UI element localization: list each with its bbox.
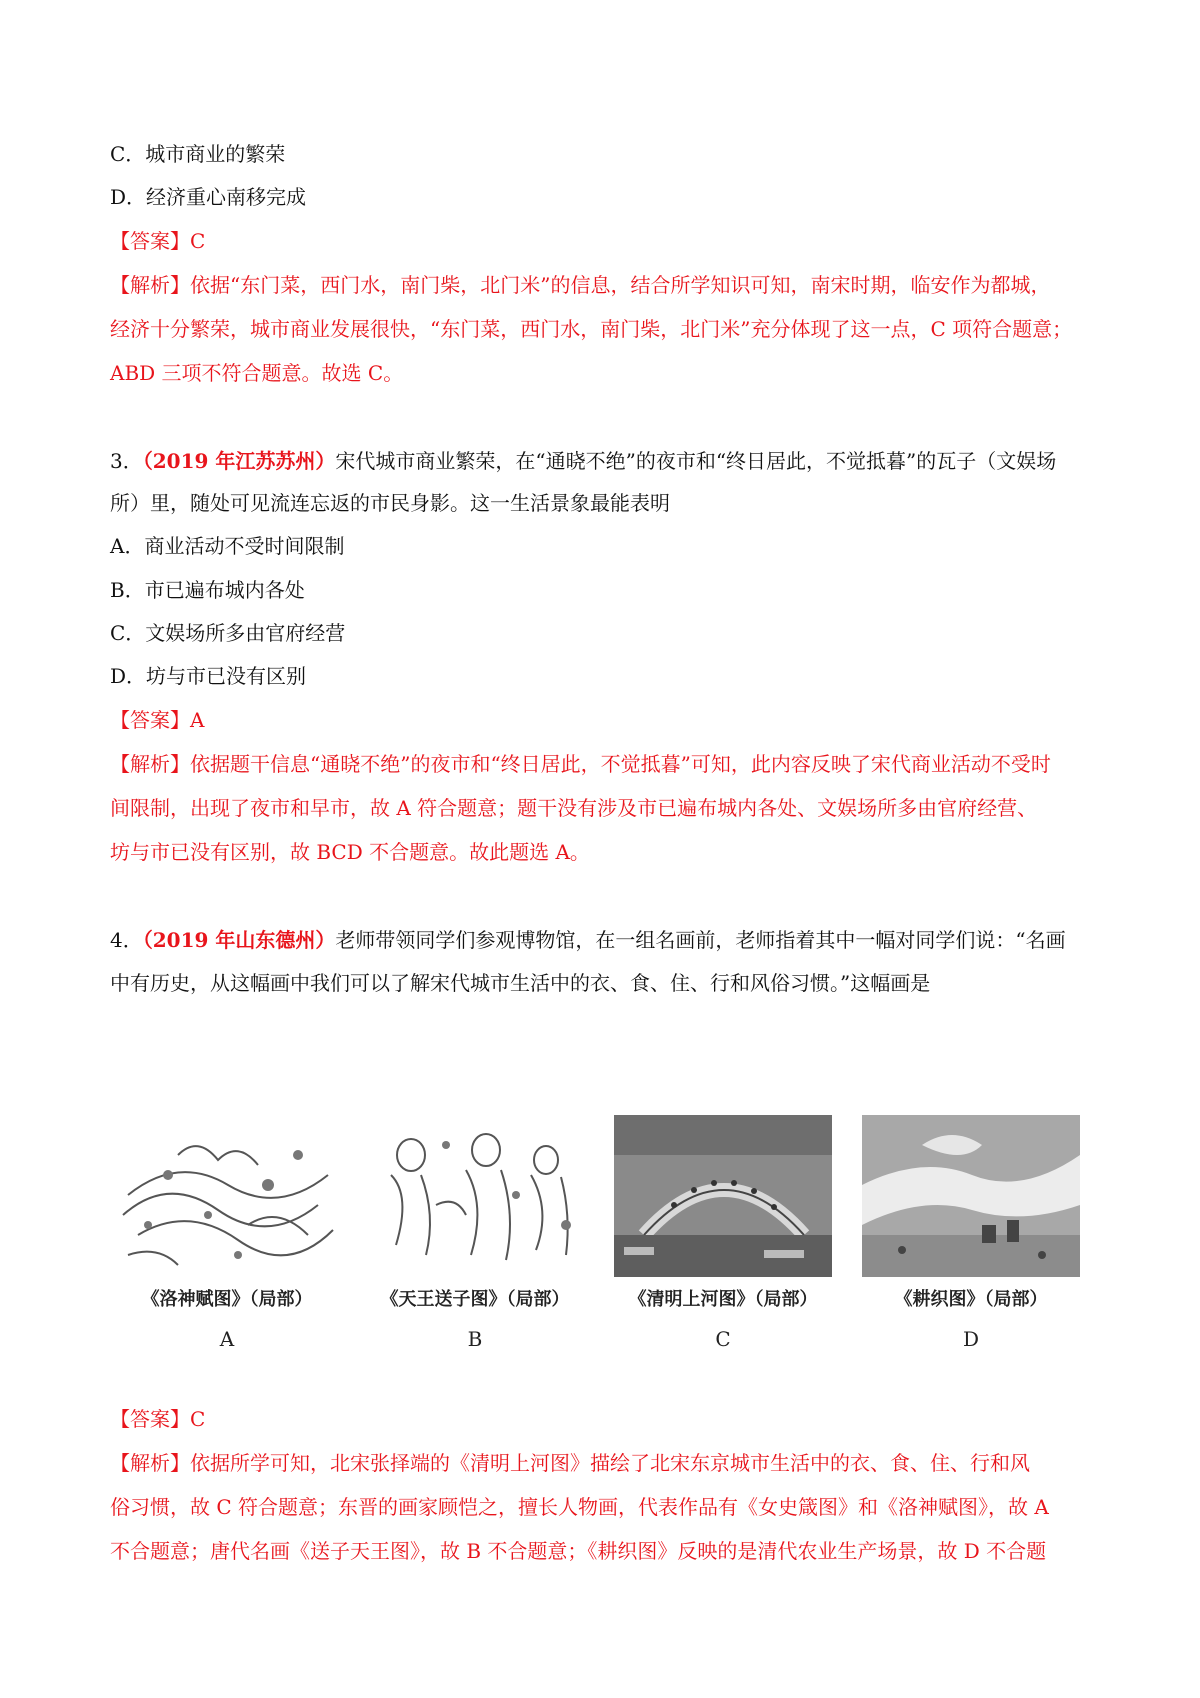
gengzhi-painting-image: [862, 1115, 1080, 1277]
q3-number: 3．: [110, 449, 143, 473]
painting-options: [118, 1115, 1098, 1365]
q3-stem-line-2: 所）里，随处可见流连忘返的市民身影。这一生活景象最能表明: [110, 491, 670, 515]
q2-analysis-line-2: 经济十分繁荣，城市商业发展很快，“东门菜，西门水，南门柴，北门米”充分体现了这一点，C 项符合题意；: [110, 317, 1073, 341]
q3-answer: 【答案】A: [110, 708, 205, 732]
painting-letter-b: B: [467, 1327, 483, 1351]
q4-analysis-line-1: 【解析】依据所学可知，北宋张择端的《清明上河图》描绘了北宋东京城市生活中的衣、食、住、行和风: [110, 1451, 1030, 1475]
luoshen-painting-image: [118, 1115, 336, 1277]
q2-analysis-line-1: 【解析】依据“东门菜，西门水，南门柴，北门米”的信息，结合所学知识可知，南宋时期，临安作为都城，: [110, 273, 1051, 297]
q3-stem-text-1: 宋代城市商业繁荣，在“通晓不绝”的夜市和“终日居此，不觉抵暮”的瓦子（文娱场: [335, 449, 1057, 473]
q3-source: （2019 年江苏苏州）: [142, 449, 336, 473]
tianwang-painting-image: [366, 1115, 584, 1277]
q4-analysis-line-2: 俗习惯，故 C 符合题意；东晋的画家顾恺之，擅长人物画，代表作品有《女史箴图》和《洛神赋图》，故 A: [110, 1495, 1049, 1519]
q4-analysis-line-3: 不合题意；唐代名画《送子天王图》，故 B 不合题意；《耕织图》反映的是清代农业生产场景，故 D 不合题: [110, 1539, 1047, 1563]
q3-option-a: A．商业活动不受时间限制: [110, 534, 345, 558]
q3-analysis-line-1: 【解析】依据题干信息“通晓不绝”的夜市和“终日居此，不觉抵暮”可知，此内容反映了宋代商业活动不受时: [110, 752, 1051, 776]
painting-caption-a: 《洛神赋图》（局部）: [141, 1289, 313, 1310]
painting-option-b: [366, 1115, 586, 1365]
painting-caption-d: 《耕织图》（局部）: [894, 1289, 1048, 1310]
q3-option-c: C．文娱场所多由官府经营: [110, 621, 346, 645]
q4-stem-line-2: 中有历史，从这幅画中我们可以了解宋代城市生活中的衣、食、住、行和风俗习惯。”这幅画是: [110, 971, 931, 995]
q4-stem-line-1: [110, 925, 1066, 955]
q4-answer: 【答案】C: [110, 1407, 206, 1431]
painting-option-c: [614, 1115, 834, 1365]
painting-letter-a: A: [219, 1327, 235, 1351]
q3-option-b: B．市已遍布城内各处: [110, 578, 305, 602]
q3-analysis-line-2: 间限制，出现了夜市和早市，故 A 符合题意；题干没有涉及市已遍布城内各处、文娱场所多由官府经营、: [110, 796, 1038, 820]
q2-answer: 【答案】C: [110, 229, 206, 253]
painting-caption-c: 《清明上河图》（局部）: [628, 1289, 818, 1310]
painting-letter-d: D: [962, 1327, 980, 1351]
painting-option-d: [862, 1115, 1082, 1365]
painting-option-a: [118, 1115, 338, 1365]
painting-caption-b: 《天王送子图》（局部）: [380, 1289, 570, 1310]
q3-option-d: D．坊与市已没有区别: [110, 664, 307, 688]
qingming-painting-image: [614, 1115, 832, 1277]
q2-option-d: D．经济重心南移完成: [110, 185, 307, 209]
q2-analysis-line-3: ABD 三项不符合题意。故选 C。: [110, 361, 404, 385]
q4-stem-text-1: 老师带领同学们参观博物馆，在一组名画前，老师指着其中一幅对同学们说：“名画: [335, 928, 1066, 952]
q3-stem-line-1: [110, 446, 1056, 476]
q4-number: 4．: [110, 928, 143, 952]
painting-letter-c: C: [715, 1327, 731, 1351]
q2-option-c: C．城市商业的繁荣: [110, 142, 286, 166]
q3-analysis-line-3: 坊与市已没有区别，故 BCD 不合题意。故此题选 A。: [110, 840, 590, 864]
q4-source: （2019 年山东德州）: [142, 928, 336, 952]
